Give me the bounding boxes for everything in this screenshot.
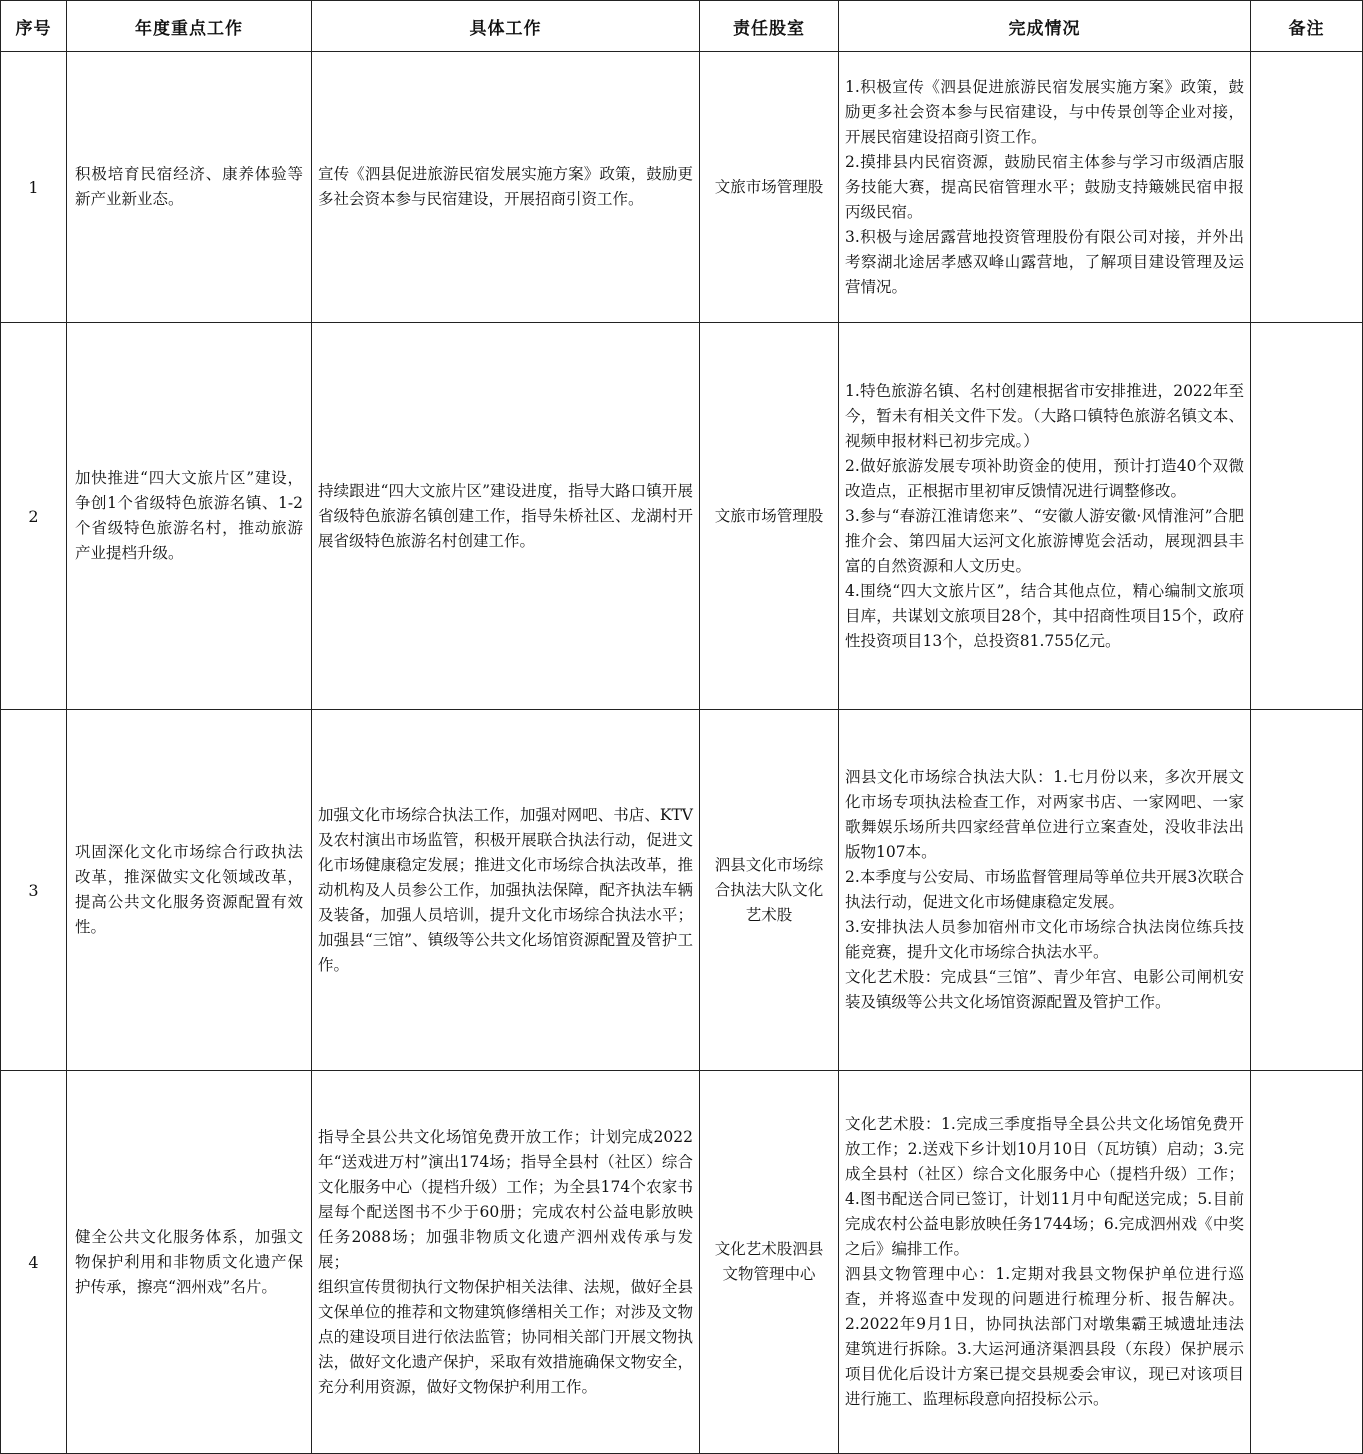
status-item: 2.本季度与公安局、市场监督管理局等单位共开展3次联合执法行动，促进文化市场健康稳定发展。: [845, 868, 1244, 911]
row-key-work: 健全公共文化服务体系，加强文物保护利用和非物质文化遗产保护传承，擦亮“泗州戏”名片。: [67, 1071, 312, 1454]
row-serial-no: 2: [1, 323, 67, 710]
header-specific-work: 具体工作: [312, 1, 700, 52]
specific-work-paragraph: 加强文化市场综合执法工作，加强对网吧、书店、KTV及农村演出市场监管，积极开展联合执法行动，促进文化市场健康稳定发展；推进文化市场综合执法改革，推动机构及人员参公工作，加强执法保障，配齐执法车辆及装备，加强人员培训，提升文化市场综合执法水平；加强县“三馆”、镇级等公共文化场馆资源配置及管护工作。: [318, 805, 693, 974]
row-specific-work: [312, 1071, 700, 1454]
row-key-work: 巩固深化文化市场综合行政执法改革，推深做实文化领域改革，提高公共文化服务资源配置有效性。: [67, 710, 312, 1071]
header-completion-status: 完成情况: [839, 1, 1251, 52]
table-row: [1, 52, 1363, 323]
row-remarks: [1251, 1071, 1363, 1454]
row-responsible-dept: 泗县文化市场综合执法大队文化艺术股: [700, 710, 839, 1071]
status-item: 1.积极宣传《泗县促进旅游民宿发展实施方案》政策，鼓励更多社会资本参与民宿建设，与中传景创等企业对接，开展民宿建设招商引资工作。: [845, 77, 1244, 146]
status-item: 2.做好旅游发展专项补助资金的使用，预计打造40个双微改造点，正根据市里初审反馈情况进行调整修改。: [845, 456, 1244, 500]
row-remarks: [1251, 323, 1363, 710]
status-item: 2.摸排县内民宿资源，鼓励民宿主体参与学习市级酒店服务技能大赛，提高民宿管理水平；鼓励支持簸姚民宿申报丙级民宿。: [845, 152, 1244, 221]
header-responsible-dept: 责任股室: [700, 1, 839, 52]
row-serial-no: 1: [1, 52, 67, 323]
row-remarks: [1251, 710, 1363, 1071]
table-header-row: [1, 1, 1363, 52]
specific-work-paragraph: 组织宣传贯彻执行文物保护相关法律、法规，做好全县文保单位的推荐和文物建筑修缮相关工作；对涉及文物点的建设项目进行依法监管；协同相关部门开展文物执法，做好文化遗产保护，采取有效措施确保文物安全，充分利用资源，做好文物保护利用工作。: [318, 1277, 693, 1396]
row-completion-status: [839, 323, 1251, 710]
status-item: 4.围绕“四大文旅片区”，结合其他点位，精心编制文旅项目库，共谋划文旅项目28个，其中招商性项目15个，政府性投资项目13个，总投资81.755亿元。: [845, 581, 1244, 650]
header-remarks: 备注: [1251, 1, 1363, 52]
row-specific-work: [312, 52, 700, 323]
row-responsible-dept: 文化艺术股泗县文物管理中心: [700, 1071, 839, 1454]
row-remarks: [1251, 52, 1363, 323]
row-specific-work: [312, 710, 700, 1071]
row-key-work: 积极培育民宿经济、康养体验等新产业新业态。: [67, 52, 312, 323]
table-row: [1, 323, 1363, 710]
status-item: 3.参与“春游江淮请您来”、“安徽人游安徽·风情淮河”合肥推介会、第四届大运河文化旅游博览会活动，展现泗县丰富的自然资源和人文历史。: [845, 506, 1244, 575]
specific-work-paragraph: 指导全县公共文化场馆免费开放工作；计划完成2022年“送戏进万村”演出174场；指导全县村（社区）综合文化服务中心（提档升级）工作；为全县174个农家书屋每个配送图书不少于60册；完成农村公益电影放映任务2088场；加强非物质文化遗产泗州戏传承与发展；: [318, 1127, 693, 1271]
status-item: 泗县文物管理中心：1.定期对我县文物保护单位进行巡查，并将巡查中发现的问题进行梳理分析、报告解决。2.2022年9月1日，协同执法部门对墩集霸王城遗址违法建筑进行拆除。3.大运河通济渠泗县段（东段）保护展示项目优化后设计方案已提交县规委会审议，现已对该项目进行施工、监理标段意向招投标公示。: [845, 1265, 1244, 1408]
header-annual-key-work: 年度重点工作: [67, 1, 312, 52]
header-serial-no: 序号: [1, 1, 67, 52]
status-item: 文化艺术股：1.完成三季度指导全县公共文化场馆免费开放工作；2.送戏下乡计划10月10日（瓦坊镇）启动；3.完成全县村（社区）综合文化服务中心（提档升级）工作；4.图书配送合同已签订，计划11月中旬配送完成；5.目前完成农村公益电影放映任务1744场；6.完成泗州戏《中奖之后》编排工作。: [845, 1115, 1244, 1258]
row-serial-no: 4: [1, 1071, 67, 1454]
row-completion-status: [839, 710, 1251, 1071]
status-item: 3.积极与途居露营地投资管理股份有限公司对接，并外出考察湖北途居孝感双峰山露营地，了解项目建设管理及运营情况。: [845, 227, 1244, 296]
specific-work-paragraph: 持续跟进“四大文旅片区”建设进度，指导大路口镇开展省级特色旅游名镇创建工作，指导朱桥社区、龙湖村开展省级特色旅游名村创建工作。: [318, 481, 693, 550]
status-item: 泗县文化市场综合执法大队：1.七月份以来，多次开展文化市场专项执法检查工作，对两家书店、一家网吧、一家歌舞娱乐场所共四家经营单位进行立案查处，没收非法出版物107本。: [845, 768, 1244, 861]
row-key-work: 加快推进“四大文旅片区”建设，争创1个省级特色旅游名镇、1-2个省级特色旅游名村，推动旅游产业提档升级。: [67, 323, 312, 710]
row-completion-status: [839, 52, 1251, 323]
row-responsible-dept: 文旅市场管理股: [700, 52, 839, 323]
status-item: 文化艺术股：完成县“三馆”、青少年宫、电影公司闸机安装及镇级等公共文化场馆资源配置及管护工作。: [845, 968, 1244, 1011]
table-row: [1, 1071, 1363, 1454]
specific-work-paragraph: 宣传《泗县促进旅游民宿发展实施方案》政策，鼓励更多社会资本参与民宿建设，开展招商引资工作。: [318, 165, 693, 208]
row-completion-status: [839, 1071, 1251, 1454]
row-serial-no: 3: [1, 710, 67, 1071]
status-item: 1.特色旅游名镇、名村创建根据省市安排推进，2022年至今，暂未有相关文件下发。（大路口镇特色旅游名镇文本、视频申报材料已初步完成。）: [845, 381, 1244, 450]
row-responsible-dept: 文旅市场管理股: [700, 323, 839, 710]
status-item: 3.安排执法人员参加宿州市文化市场综合执法岗位练兵技能竞赛，提升文化市场综合执法水平。: [845, 918, 1244, 961]
row-specific-work: [312, 323, 700, 710]
table-row: [1, 710, 1363, 1071]
